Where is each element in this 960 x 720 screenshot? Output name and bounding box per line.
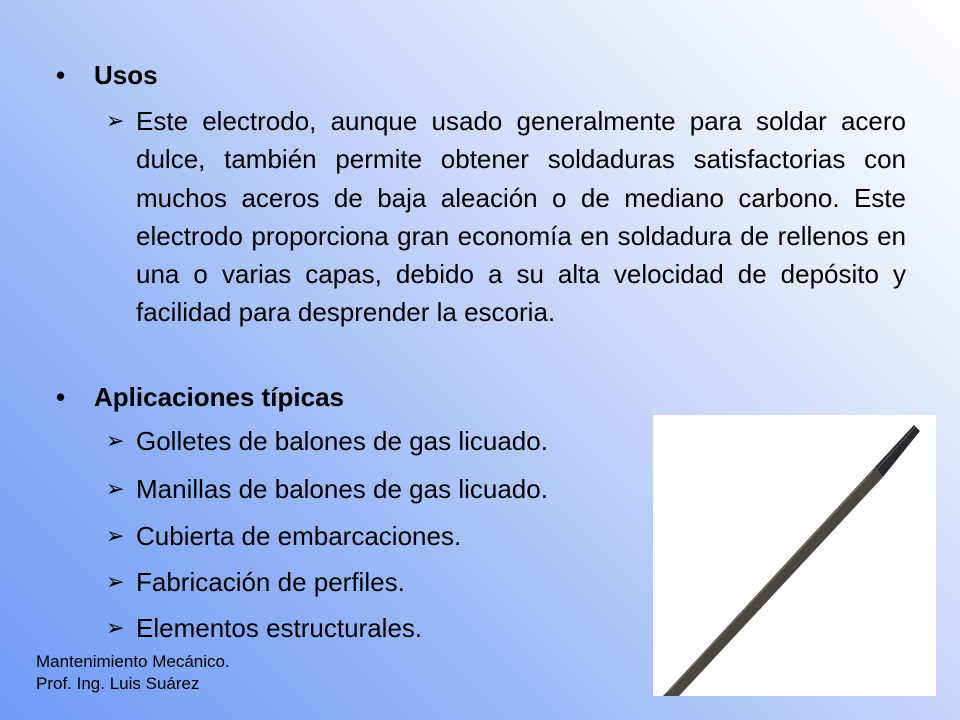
list-item xyxy=(106,563,405,601)
footer-course: Mantenimiento Mecánico. xyxy=(36,652,230,671)
electrode-photo xyxy=(653,415,936,696)
list-item xyxy=(106,422,548,460)
section-title-text: Aplicaciones típicas xyxy=(94,382,344,412)
list-item xyxy=(106,517,461,555)
footer-author: Prof. Ing. Luis Suárez xyxy=(36,674,200,693)
list-item-text: Golletes de balones de gas licuado. xyxy=(136,426,548,456)
usos-paragraph-text: Este electrodo, aunque usado generalmente para soldar acero dulce, también permite obtener soldaduras satisfactorias con muchos aceros de baja aleación o de mediano carbono. Este electrodo proporciona gran economía en soldadura de rellenos en una o varias capas, debido a su alta velocidad de depósito y facilidad para desprender la escoria. xyxy=(136,106,906,328)
arrow-bullet-icon: ➢ xyxy=(106,523,125,548)
list-item-text: Elementos estructurales. xyxy=(136,613,423,643)
list-item xyxy=(106,609,422,647)
list-item xyxy=(106,470,548,508)
section-title-usos xyxy=(56,60,158,90)
arrow-bullet-icon: ➢ xyxy=(106,476,125,501)
arrow-bullet-icon: ➢ xyxy=(106,615,125,640)
footer xyxy=(36,651,230,695)
arrow-bullet-icon: ➢ xyxy=(106,569,125,594)
section-title-text: Usos xyxy=(94,60,158,90)
welding-electrode-image xyxy=(653,415,936,696)
list-item-text: Cubierta de embarcaciones. xyxy=(136,521,462,551)
list-item-text: Fabricación de perfiles. xyxy=(136,567,405,597)
section-title-aplicaciones xyxy=(56,382,344,412)
arrow-bullet-icon: ➢ xyxy=(106,108,125,133)
usos-paragraph xyxy=(106,102,906,332)
bullet-icon: • xyxy=(56,382,66,412)
bullet-icon: • xyxy=(56,60,66,90)
arrow-bullet-icon: ➢ xyxy=(106,428,125,453)
list-item-text: Manillas de balones de gas licuado. xyxy=(136,474,548,504)
electrode-tip xyxy=(875,425,920,477)
